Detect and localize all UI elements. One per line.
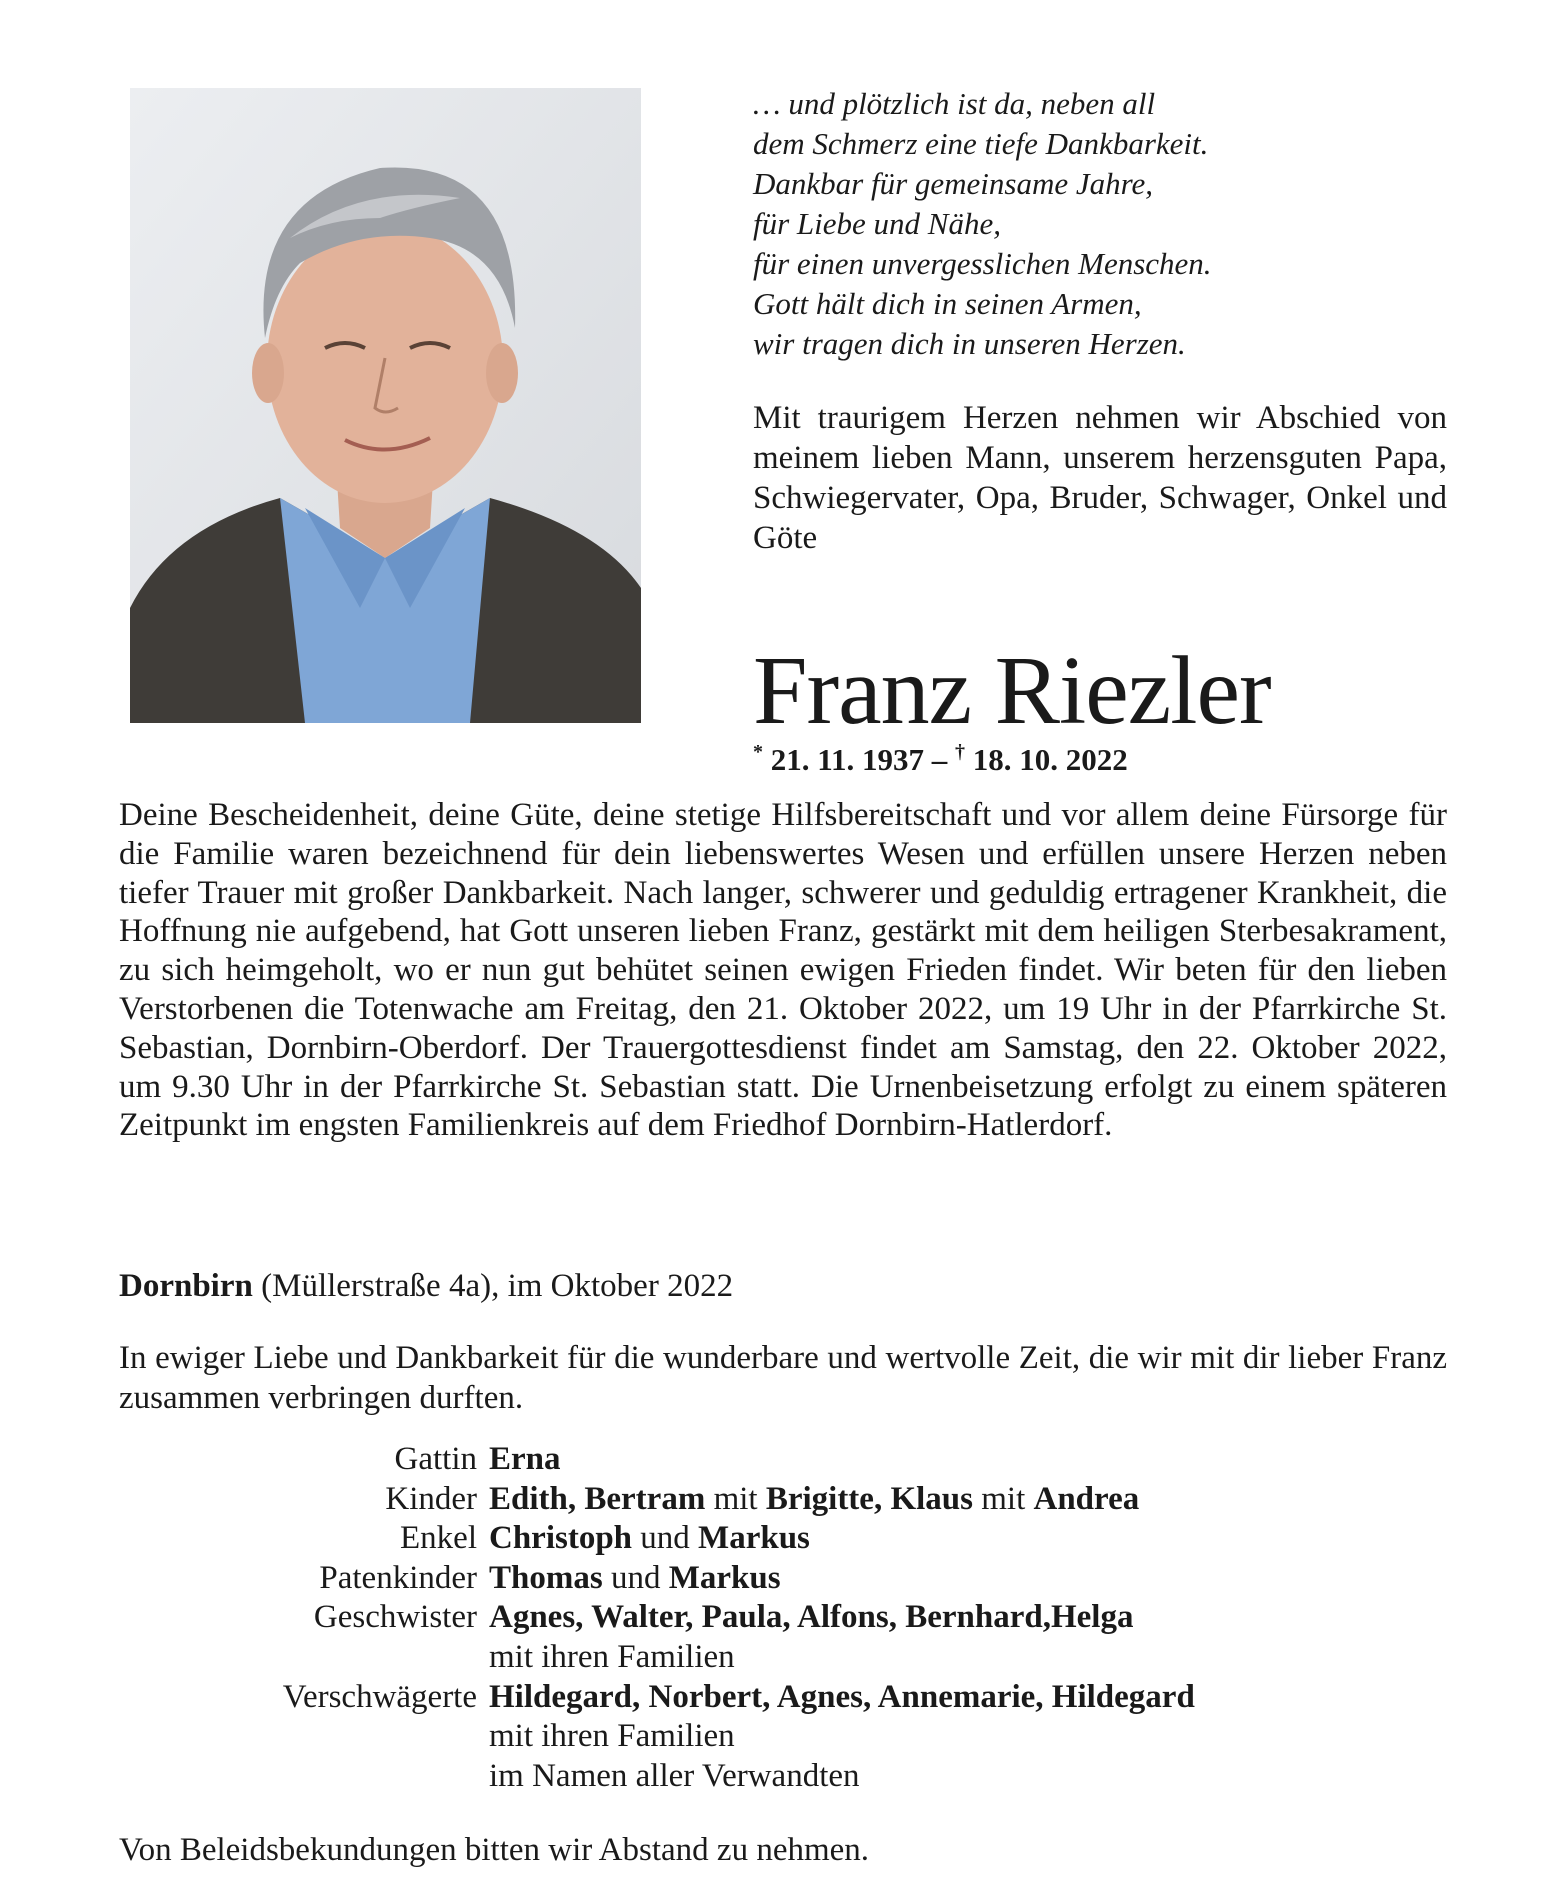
name-bold: Thomas (489, 1559, 603, 1596)
relation-names (489, 1559, 781, 1599)
name-bold: Andrea (1033, 1480, 1140, 1517)
relation-names (489, 1598, 1133, 1638)
name-bold: Markus (668, 1559, 781, 1596)
connector: mit (705, 1480, 766, 1517)
name-bold: Hildegard, Norbert, Agnes, Annemarie, Hildegard (489, 1678, 1195, 1715)
relation-sub: mit ihren Familien (489, 1638, 735, 1675)
poem-line: für einen unvergesslichen Menschen. (753, 246, 1212, 281)
relation-label: Enkel (400, 1520, 477, 1557)
poem-line: Gott hält dich in seinen Armen, (753, 286, 1142, 321)
relation-label: Verschwägerte (282, 1678, 477, 1715)
birth-date: 21. 11. 1937 (770, 742, 925, 777)
relation-names (489, 1480, 1139, 1520)
family-row-all-relatives (119, 1757, 1459, 1797)
relation-label-empty (119, 1717, 489, 1757)
relation-label: Kinder (385, 1480, 477, 1517)
relation-names (489, 1440, 561, 1480)
poem-line: Dankbar für gemeinsame Jahre, (753, 166, 1154, 201)
family-row-verschwaegerte-sub (119, 1717, 1459, 1757)
family-row-geschwister-sub (119, 1638, 1459, 1678)
name-bold: Markus (698, 1520, 810, 1557)
birth-symbol: * (753, 741, 763, 763)
relation-label: Geschwister (313, 1599, 477, 1636)
relation-names (489, 1519, 810, 1559)
deceased-name: Franz Riezler (753, 637, 1271, 745)
family-row-verschwaegerte (119, 1678, 1459, 1718)
death-date: 18. 10. 2022 (972, 742, 1128, 777)
connector: und (632, 1520, 699, 1557)
place-address: (Müllerstraße 4a), im Oktober 2022 (252, 1268, 734, 1304)
closing-text: In ewiger Liebe und Dankbarkeit für die wunderbare und wertvolle Zeit, die wir mit dir lieber Franz zusammen verbringen durften. (119, 1340, 1447, 1416)
poem-line: … und plötzlich ist da, neben all (753, 86, 1156, 121)
footer-note: Von Beleidsbekundungen bitten wir Abstand zu nehmen. (119, 1832, 870, 1868)
place-city: Dornbirn (119, 1268, 253, 1304)
relation-label-empty (119, 1757, 489, 1797)
connector: mit (972, 1480, 1034, 1517)
family-row-geschwister (119, 1598, 1459, 1638)
family-row-patenkinder (119, 1559, 1459, 1599)
relation-names (489, 1678, 1195, 1718)
poem-line: für Liebe und Nähe, (753, 206, 1001, 241)
name-bold: Erna (489, 1441, 561, 1477)
name-bold: Agnes, Walter, Paula, Alfons, Bernhard,Helga (489, 1599, 1134, 1636)
life-dates (753, 731, 1128, 781)
date-separator: – (931, 742, 948, 777)
relation-label: Gattin (394, 1441, 477, 1477)
name-bold: Brigitte, Klaus (765, 1480, 973, 1517)
relation-label: Patenkinder (319, 1559, 477, 1596)
poem (753, 84, 1453, 364)
family-list (119, 1440, 1459, 1796)
relation-label-empty (119, 1638, 489, 1678)
portrait-illustration (130, 88, 641, 723)
poem-line: dem Schmerz eine tiefe Dankbarkeit. (753, 126, 1209, 161)
family-row-enkel (119, 1519, 1459, 1559)
death-symbol: † (955, 741, 966, 763)
body-text: Deine Bescheidenheit, deine Güte, deine stetige Hilfsbereitschaft und vor allem deine Fürsorge für die Familie waren bezeichnend für dein liebenswertes Wesen und erfüllen unsere Herzen neben tiefer Trauer mit großer Dankbarkeit. Nach langer, schwerer und geduldig ertragener Krankheit, die Hoffnung nie aufgebend, hat Gott unseren lieben Franz, gestärkt mit dem heiligen Sterbesakrament, zu sich heimgeholt, wo er nun gut behütet seinen ewigen Frieden findet. Wir beten für den lieben Verstorbenen die Totenwache am Freitag, den 21. Oktober 2022, um 19 Uhr in der Pfarrkirche St. Sebastian, Dornbirn-Oberdorf. Der Trauergottesdienst findet am Samstag, den 22. Oktober 2022, um 9.30 Uhr in der Pfarrkirche St. Sebastian statt. Die Urnenbeisetzung erfolgt zu einem späteren Zeitpunkt im engsten Familienkreis auf dem Friedhof Dornbirn-Hatlerdorf. (119, 797, 1447, 1144)
portrait-photo (130, 88, 641, 723)
name-bold: Christoph (489, 1520, 633, 1557)
family-row-kinder (119, 1480, 1459, 1520)
poem-line: wir tragen dich in unseren Herzen. (753, 326, 1186, 361)
place-line (119, 1266, 733, 1306)
connector: und (602, 1559, 669, 1596)
family-row-gattin (119, 1440, 1459, 1480)
relation-sub: mit ihren Familien (489, 1718, 735, 1755)
all-relatives: im Namen aller Verwandten (489, 1757, 860, 1794)
name-bold: Edith, Bertram (489, 1480, 706, 1517)
intro-text: Mit traurigem Herzen nehmen wir Abschied von meinem lieben Mann, unserem herzensguten Papa, Schwiegervater, Opa, Bruder, Schwager, Onkel und Göte (753, 400, 1447, 556)
